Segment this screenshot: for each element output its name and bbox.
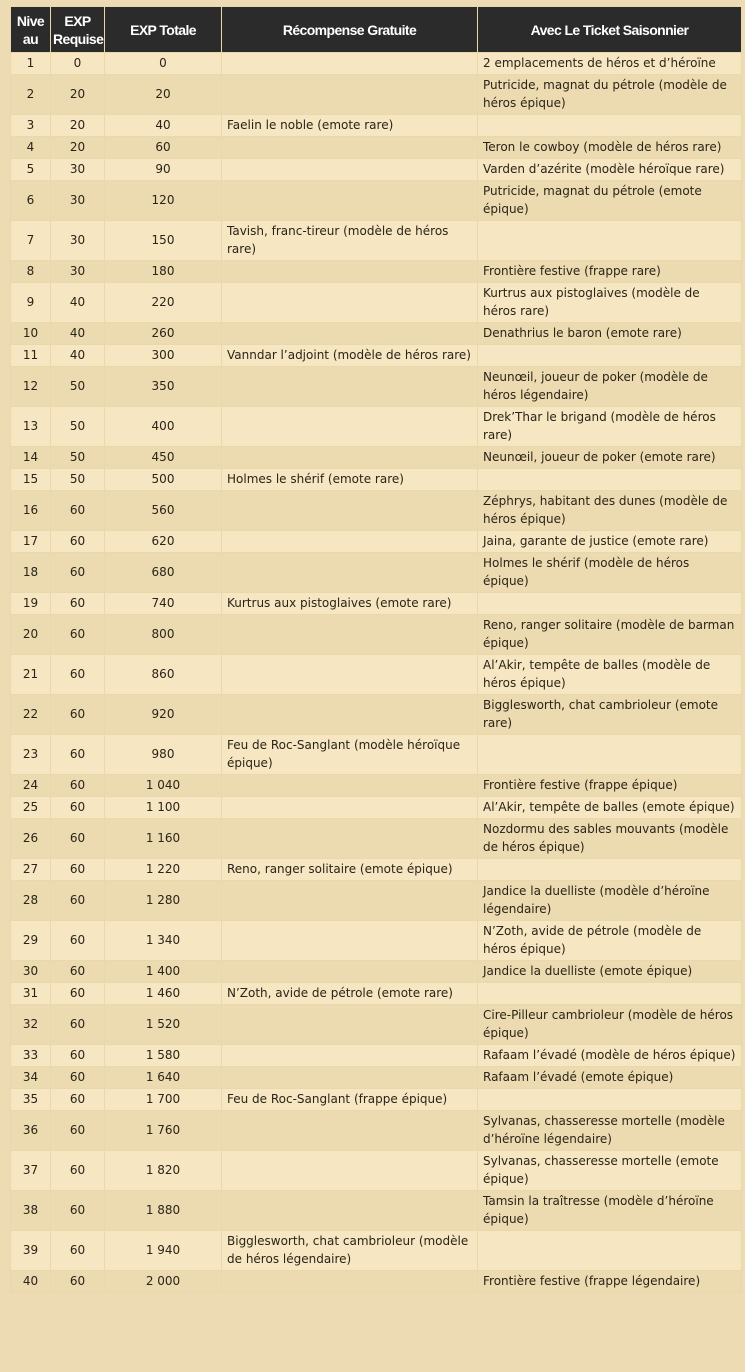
table-row: [11, 181, 742, 221]
free-reward-cell: Tavish, franc-tireur (modèle de héros rare): [222, 221, 478, 261]
ticket-reward-cell: Al’Akir, tempête de balles (emote épique): [478, 797, 742, 819]
table-row: [11, 221, 742, 261]
exp-total-cell: 980: [105, 735, 222, 775]
header-free-reward: Récompense Gratuite: [222, 7, 478, 53]
level-cell: 15: [11, 469, 51, 491]
exp-total-cell: 500: [105, 469, 222, 491]
free-reward-cell: [222, 53, 478, 75]
ticket-reward-cell: Al’Akir, tempête de balles (modèle de héros épique): [478, 655, 742, 695]
free-reward-cell: Bigglesworth, chat cambrioleur (modèle de héros légendaire): [222, 1231, 478, 1271]
exp-total-cell: 300: [105, 345, 222, 367]
ticket-reward-cell: Cire-Pilleur cambrioleur (modèle de héros épique): [478, 1005, 742, 1045]
exp-total-cell: 120: [105, 181, 222, 221]
exp-total-cell: 40: [105, 115, 222, 137]
free-reward-cell: [222, 447, 478, 469]
exp-total-cell: 1 220: [105, 859, 222, 881]
exp-total-cell: 1 880: [105, 1191, 222, 1231]
exp-required-cell: 50: [51, 407, 105, 447]
table-row: [11, 1231, 742, 1271]
ticket-reward-cell: Drek’Thar le brigand (modèle de héros rare): [478, 407, 742, 447]
ticket-reward-cell: Nozdormu des sables mouvants (modèle de héros épique): [478, 819, 742, 859]
free-reward-cell: Reno, ranger solitaire (emote épique): [222, 859, 478, 881]
free-reward-cell: [222, 775, 478, 797]
ticket-reward-cell: Jandice la duelliste (modèle d’héroïne légendaire): [478, 881, 742, 921]
exp-required-cell: 50: [51, 447, 105, 469]
exp-required-cell: 60: [51, 797, 105, 819]
exp-required-cell: 60: [51, 655, 105, 695]
exp-required-cell: 60: [51, 593, 105, 615]
ticket-reward-cell: Putricide, magnat du pétrole (modèle de héros épique): [478, 75, 742, 115]
exp-required-cell: 60: [51, 491, 105, 531]
free-reward-cell: Kurtrus aux pistoglaives (emote rare): [222, 593, 478, 615]
free-reward-cell: [222, 961, 478, 983]
exp-total-cell: 1 460: [105, 983, 222, 1005]
table-row: [11, 1005, 742, 1045]
free-reward-cell: Feu de Roc-Sanglant (frappe épique): [222, 1089, 478, 1111]
table-row: [11, 75, 742, 115]
ticket-reward-cell: Sylvanas, chasseresse mortelle (modèle d’héroïne légendaire): [478, 1111, 742, 1151]
ticket-reward-cell: Frontière festive (frappe épique): [478, 775, 742, 797]
free-reward-cell: Vanndar l’adjoint (modèle de héros rare): [222, 345, 478, 367]
exp-required-cell: 20: [51, 115, 105, 137]
free-reward-cell: [222, 655, 478, 695]
table-row: [11, 735, 742, 775]
table-row: [11, 469, 742, 491]
exp-required-cell: 30: [51, 159, 105, 181]
table-row: [11, 695, 742, 735]
exp-required-cell: 60: [51, 961, 105, 983]
exp-total-cell: 680: [105, 553, 222, 593]
free-reward-cell: [222, 1045, 478, 1067]
exp-total-cell: 620: [105, 531, 222, 553]
exp-total-cell: 920: [105, 695, 222, 735]
table-row: [11, 819, 742, 859]
level-cell: 19: [11, 593, 51, 615]
exp-total-cell: 180: [105, 261, 222, 283]
level-cell: 33: [11, 1045, 51, 1067]
table-row: [11, 983, 742, 1005]
exp-total-cell: 1 580: [105, 1045, 222, 1067]
ticket-reward-cell: Jaina, garante de justice (emote rare): [478, 531, 742, 553]
ticket-reward-cell: [478, 345, 742, 367]
level-cell: 27: [11, 859, 51, 881]
exp-required-cell: 60: [51, 983, 105, 1005]
ticket-reward-cell: [478, 859, 742, 881]
level-cell: 39: [11, 1231, 51, 1271]
level-cell: 29: [11, 921, 51, 961]
level-cell: 13: [11, 407, 51, 447]
exp-total-cell: 60: [105, 137, 222, 159]
level-cell: 16: [11, 491, 51, 531]
free-reward-cell: [222, 1067, 478, 1089]
table-row: [11, 447, 742, 469]
exp-total-cell: 860: [105, 655, 222, 695]
free-reward-cell: [222, 553, 478, 593]
ticket-reward-cell: Neunœil, joueur de poker (emote rare): [478, 447, 742, 469]
table-row: [11, 961, 742, 983]
ticket-reward-cell: Rafaam l’évadé (emote épique): [478, 1067, 742, 1089]
exp-total-cell: 1 400: [105, 961, 222, 983]
ticket-reward-cell: [478, 1231, 742, 1271]
exp-total-cell: 1 340: [105, 921, 222, 961]
table-row: [11, 53, 742, 75]
table-row: [11, 859, 742, 881]
table-row: [11, 881, 742, 921]
free-reward-cell: [222, 407, 478, 447]
table-row: [11, 367, 742, 407]
rewards-table: [10, 6, 742, 1293]
free-reward-cell: [222, 797, 478, 819]
exp-required-cell: 50: [51, 367, 105, 407]
level-cell: 20: [11, 615, 51, 655]
header-exp-total: EXP Totale: [105, 7, 222, 53]
table-row: [11, 1089, 742, 1111]
exp-required-cell: 60: [51, 1151, 105, 1191]
ticket-reward-cell: Reno, ranger solitaire (modèle de barman épique): [478, 615, 742, 655]
free-reward-cell: [222, 491, 478, 531]
exp-required-cell: 60: [51, 1231, 105, 1271]
exp-required-cell: 60: [51, 1271, 105, 1293]
table-row: [11, 921, 742, 961]
exp-required-cell: 40: [51, 323, 105, 345]
table-row: [11, 345, 742, 367]
ticket-reward-cell: Varden d’azérite (modèle héroïque rare): [478, 159, 742, 181]
exp-required-cell: 60: [51, 695, 105, 735]
exp-total-cell: 800: [105, 615, 222, 655]
free-reward-cell: [222, 1151, 478, 1191]
table-row: [11, 491, 742, 531]
level-cell: 38: [11, 1191, 51, 1231]
table-row: [11, 531, 742, 553]
table-row: [11, 407, 742, 447]
free-reward-cell: Faelin le noble (emote rare): [222, 115, 478, 137]
exp-required-cell: 50: [51, 469, 105, 491]
free-reward-cell: N’Zoth, avide de pétrole (emote rare): [222, 983, 478, 1005]
header-level: [11, 7, 51, 53]
free-reward-cell: [222, 819, 478, 859]
header-level-line1: Nive: [16, 12, 45, 29]
free-reward-cell: [222, 695, 478, 735]
exp-required-cell: 30: [51, 181, 105, 221]
ticket-reward-cell: N’Zoth, avide de pétrole (modèle de héros épique): [478, 921, 742, 961]
level-cell: 17: [11, 531, 51, 553]
ticket-reward-cell: Kurtrus aux pistoglaives (modèle de héros rare): [478, 283, 742, 323]
free-reward-cell: Holmes le shérif (emote rare): [222, 469, 478, 491]
level-cell: 28: [11, 881, 51, 921]
table-row: [11, 593, 742, 615]
table-body: [11, 53, 742, 1293]
table-row: [11, 323, 742, 345]
free-reward-cell: [222, 159, 478, 181]
free-reward-cell: [222, 615, 478, 655]
header-row: [11, 7, 742, 53]
ticket-reward-cell: Holmes le shérif (modèle de héros épique): [478, 553, 742, 593]
exp-required-cell: 60: [51, 819, 105, 859]
level-cell: 11: [11, 345, 51, 367]
exp-total-cell: 1 040: [105, 775, 222, 797]
ticket-reward-cell: [478, 983, 742, 1005]
level-cell: 26: [11, 819, 51, 859]
exp-required-cell: 60: [51, 1067, 105, 1089]
table-row: [11, 1151, 742, 1191]
exp-required-cell: 60: [51, 1089, 105, 1111]
ticket-reward-cell: Frontière festive (frappe rare): [478, 261, 742, 283]
rewards-table-container: [10, 6, 741, 1293]
table-row: [11, 1045, 742, 1067]
free-reward-cell: [222, 1271, 478, 1293]
table-row: [11, 1271, 742, 1293]
exp-total-cell: 20: [105, 75, 222, 115]
ticket-reward-cell: Tamsin la traîtresse (modèle d’héroïne épique): [478, 1191, 742, 1231]
ticket-reward-cell: Denathrius le baron (emote rare): [478, 323, 742, 345]
exp-total-cell: 2 000: [105, 1271, 222, 1293]
level-cell: 40: [11, 1271, 51, 1293]
ticket-reward-cell: Sylvanas, chasseresse mortelle (emote épique): [478, 1151, 742, 1191]
ticket-reward-cell: 2 emplacements de héros et d’héroïne: [478, 53, 742, 75]
level-cell: 14: [11, 447, 51, 469]
exp-required-cell: 40: [51, 345, 105, 367]
exp-total-cell: 90: [105, 159, 222, 181]
exp-total-cell: 1 520: [105, 1005, 222, 1045]
table-row: [11, 283, 742, 323]
table-row: [11, 1067, 742, 1089]
header-level-line2: au: [22, 30, 39, 47]
table-row: [11, 553, 742, 593]
exp-total-cell: 220: [105, 283, 222, 323]
level-cell: 36: [11, 1111, 51, 1151]
ticket-reward-cell: Zéphrys, habitant des dunes (modèle de héros épique): [478, 491, 742, 531]
table-row: [11, 159, 742, 181]
exp-required-cell: 30: [51, 261, 105, 283]
level-cell: 18: [11, 553, 51, 593]
ticket-reward-cell: [478, 593, 742, 615]
ticket-reward-cell: Jandice la duelliste (emote épique): [478, 961, 742, 983]
ticket-reward-cell: [478, 469, 742, 491]
level-cell: 3: [11, 115, 51, 137]
exp-total-cell: 150: [105, 221, 222, 261]
exp-required-cell: 60: [51, 735, 105, 775]
exp-total-cell: 1 640: [105, 1067, 222, 1089]
free-reward-cell: [222, 1005, 478, 1045]
table-row: [11, 655, 742, 695]
header-exp-required: [51, 7, 105, 53]
exp-total-cell: 350: [105, 367, 222, 407]
header-exp-required-line1: EXP: [64, 12, 91, 29]
level-cell: 25: [11, 797, 51, 819]
exp-total-cell: 740: [105, 593, 222, 615]
level-cell: 37: [11, 1151, 51, 1191]
exp-required-cell: 60: [51, 531, 105, 553]
ticket-reward-cell: [478, 735, 742, 775]
level-cell: 2: [11, 75, 51, 115]
exp-required-cell: 60: [51, 1045, 105, 1067]
table-row: [11, 797, 742, 819]
header-ticket-reward: Avec Le Ticket Saisonnier: [478, 7, 742, 53]
ticket-reward-cell: Rafaam l’évadé (modèle de héros épique): [478, 1045, 742, 1067]
free-reward-cell: [222, 75, 478, 115]
ticket-reward-cell: Bigglesworth, chat cambrioleur (emote rare): [478, 695, 742, 735]
exp-total-cell: 560: [105, 491, 222, 531]
exp-required-cell: 60: [51, 615, 105, 655]
ticket-reward-cell: [478, 221, 742, 261]
exp-total-cell: 260: [105, 323, 222, 345]
exp-required-cell: 60: [51, 553, 105, 593]
ticket-reward-cell: [478, 115, 742, 137]
exp-required-cell: 60: [51, 881, 105, 921]
exp-required-cell: 60: [51, 1111, 105, 1151]
exp-required-cell: 20: [51, 137, 105, 159]
free-reward-cell: [222, 323, 478, 345]
exp-required-cell: 60: [51, 859, 105, 881]
exp-total-cell: 1 940: [105, 1231, 222, 1271]
exp-required-cell: 60: [51, 775, 105, 797]
free-reward-cell: [222, 181, 478, 221]
table-row: [11, 137, 742, 159]
exp-total-cell: 0: [105, 53, 222, 75]
level-cell: 30: [11, 961, 51, 983]
level-cell: 1: [11, 53, 51, 75]
free-reward-cell: [222, 367, 478, 407]
exp-total-cell: 1 820: [105, 1151, 222, 1191]
ticket-reward-cell: Teron le cowboy (modèle de héros rare): [478, 137, 742, 159]
exp-required-cell: 60: [51, 1005, 105, 1045]
header-exp-required-line2: Requise: [53, 30, 104, 47]
free-reward-cell: [222, 261, 478, 283]
exp-total-cell: 1 760: [105, 1111, 222, 1151]
level-cell: 6: [11, 181, 51, 221]
level-cell: 4: [11, 137, 51, 159]
level-cell: 9: [11, 283, 51, 323]
exp-total-cell: 1 700: [105, 1089, 222, 1111]
exp-required-cell: 30: [51, 221, 105, 261]
table-row: [11, 775, 742, 797]
table-row: [11, 615, 742, 655]
free-reward-cell: [222, 137, 478, 159]
ticket-reward-cell: Frontière festive (frappe légendaire): [478, 1271, 742, 1293]
exp-required-cell: 60: [51, 1191, 105, 1231]
ticket-reward-cell: Neunœil, joueur de poker (modèle de héros légendaire): [478, 367, 742, 407]
level-cell: 22: [11, 695, 51, 735]
exp-required-cell: 40: [51, 283, 105, 323]
level-cell: 31: [11, 983, 51, 1005]
exp-required-cell: 20: [51, 75, 105, 115]
table-header: [11, 7, 742, 53]
free-reward-cell: [222, 531, 478, 553]
exp-total-cell: 1 280: [105, 881, 222, 921]
table-row: [11, 261, 742, 283]
exp-total-cell: 450: [105, 447, 222, 469]
level-cell: 34: [11, 1067, 51, 1089]
level-cell: 10: [11, 323, 51, 345]
free-reward-cell: [222, 881, 478, 921]
exp-total-cell: 400: [105, 407, 222, 447]
exp-total-cell: 1 100: [105, 797, 222, 819]
ticket-reward-cell: Putricide, magnat du pétrole (emote épique): [478, 181, 742, 221]
level-cell: 24: [11, 775, 51, 797]
table-row: [11, 1191, 742, 1231]
exp-required-cell: 60: [51, 921, 105, 961]
level-cell: 8: [11, 261, 51, 283]
free-reward-cell: [222, 921, 478, 961]
level-cell: 21: [11, 655, 51, 695]
free-reward-cell: [222, 283, 478, 323]
exp-required-cell: 0: [51, 53, 105, 75]
free-reward-cell: [222, 1111, 478, 1151]
level-cell: 12: [11, 367, 51, 407]
ticket-reward-cell: [478, 1089, 742, 1111]
level-cell: 5: [11, 159, 51, 181]
level-cell: 32: [11, 1005, 51, 1045]
level-cell: 7: [11, 221, 51, 261]
free-reward-cell: [222, 1191, 478, 1231]
table-row: [11, 1111, 742, 1151]
level-cell: 35: [11, 1089, 51, 1111]
table-row: [11, 115, 742, 137]
exp-total-cell: 1 160: [105, 819, 222, 859]
free-reward-cell: Feu de Roc-Sanglant (modèle héroïque épique): [222, 735, 478, 775]
level-cell: 23: [11, 735, 51, 775]
